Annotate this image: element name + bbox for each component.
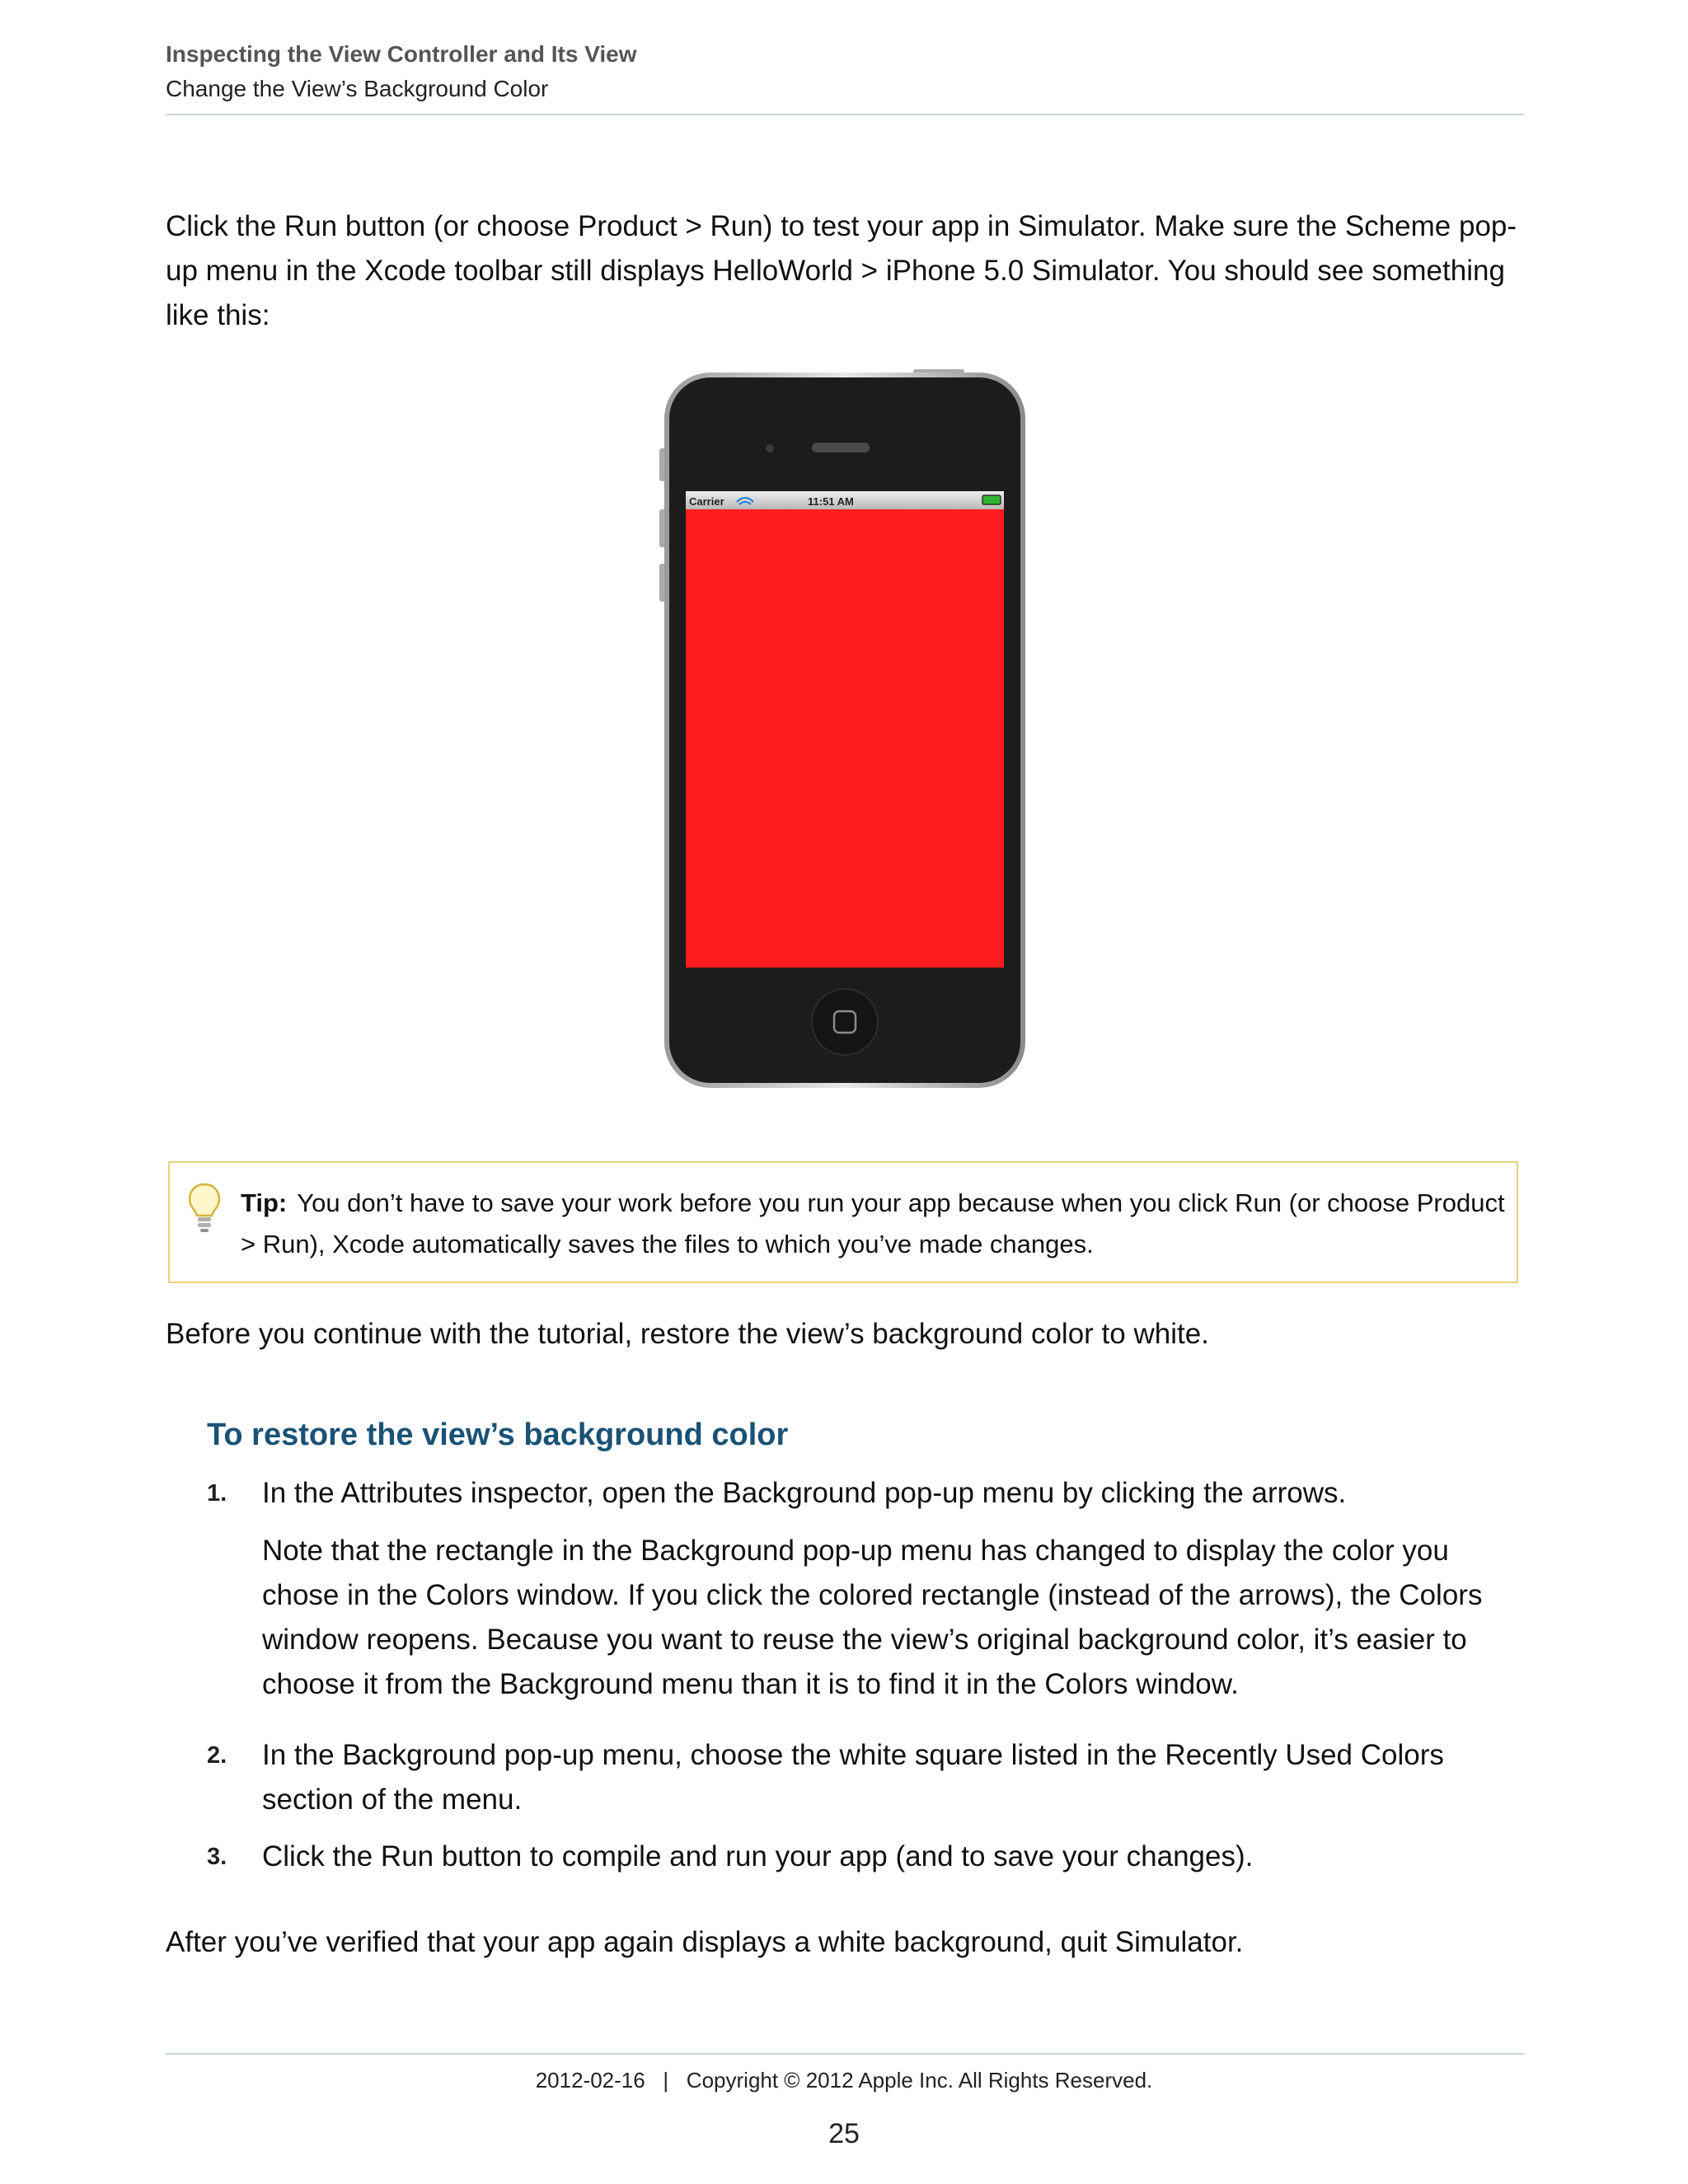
closing-paragraph: After you’ve verified that your app again displays a white background, quit Simulator. (166, 1926, 1244, 1958)
copyright-footer: 2012-02-16 | Copyright © 2012 Apple Inc. All Rights Reserved. (535, 2068, 1153, 2093)
page-number: 25 (828, 2118, 860, 2149)
intro-paragraph: Click the Run button (or choose Product > Run) to test your app in Simulator. Make sure the Scheme pop-up menu in the Xcode toolbar still displays HelloWorld > iPhone 5.0 Simulator. You should see something like this: (166, 210, 1517, 331)
status-time: 11:51 AM (808, 495, 854, 508)
step-text: In the Background pop-up menu, choose the white square listed in the Recently Used Colors section of the menu. (262, 1739, 1444, 1816)
running-header (166, 38, 1524, 105)
home-button (812, 989, 878, 1055)
battery-icon (982, 495, 1001, 504)
front-camera (766, 444, 774, 452)
section-title: Change the View’s Background Color (166, 76, 549, 101)
tip-body: You don’t have to save your work before you run your app because when you click Run (or choose Product > Run), Xcode automatically saves the files to which you’ve made changes. (241, 1188, 1505, 1258)
procedure-title: To restore the view’s background color (207, 1418, 789, 1452)
tip-text (241, 1183, 1505, 1265)
chapter-title: Inspecting the View Controller and Its View (166, 41, 637, 67)
step-text: Click the Run button to compile and run your app (and to save your changes). (262, 1840, 1254, 1872)
step-number: 2. (207, 1742, 227, 1769)
step-note: Note that the rectangle in the Background pop-up menu has changed to display the color you chose in the Colors window. If you click the colored rectangle (instead of the arrows), the Colors window reopens. Because you want to reuse the view’s original background color, it’s easier to choose it from the Background menu than it is to find it in the Colors window. (262, 1535, 1483, 1700)
restore-intro-paragraph: Before you continue with the tutorial, restore the view’s background color to white. (166, 1318, 1209, 1350)
tip-box (168, 1161, 1518, 1283)
header-divider (166, 114, 1524, 115)
red-screen (686, 509, 1004, 968)
step-number: 1. (207, 1480, 227, 1507)
earpiece-speaker (812, 443, 870, 452)
footer-divider (166, 2053, 1524, 2055)
iphone-simulator-screenshot (659, 369, 1030, 1094)
tip-label: Tip: (241, 1188, 288, 1217)
step-number: 3. (207, 1844, 227, 1870)
carrier-label: Carrier (689, 495, 724, 508)
step-text: In the Attributes inspector, open the Background pop-up menu by clicking the arrows. (262, 1477, 1347, 1509)
lightbulb-icon (185, 1181, 224, 1234)
